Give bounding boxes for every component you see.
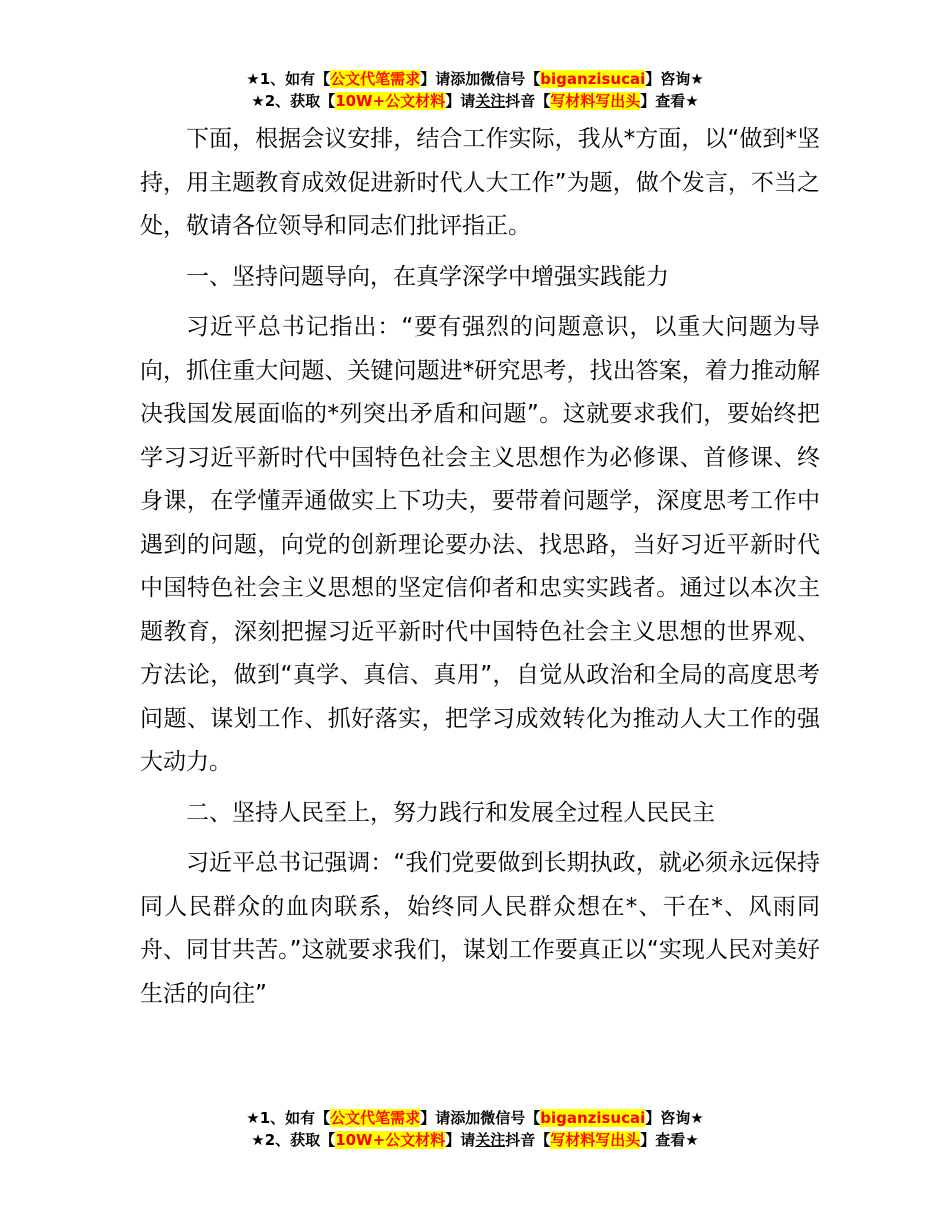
header-wechat-id-highlight: biganzisucai bbox=[540, 70, 646, 88]
document-body bbox=[140, 118, 820, 1023]
header-ghostwriting-highlight: 公文代笔需求 bbox=[330, 70, 421, 88]
header-line2-suffix: 】查看★ bbox=[640, 92, 699, 110]
footer-line2-middle: 】请 bbox=[445, 1131, 476, 1149]
footer-materials-highlight: 10W+公文材料 bbox=[335, 1131, 446, 1149]
header-line2-prefix: ★2、获取【 bbox=[251, 92, 336, 110]
header-line1-prefix: ★1、如有【 bbox=[246, 70, 331, 88]
footer-line2-prefix: ★2、获取【 bbox=[251, 1131, 336, 1149]
footer-banner-line-1 bbox=[0, 1107, 950, 1129]
footer-douyin-highlight: 写材料写出头 bbox=[550, 1131, 641, 1149]
header-douyin-highlight: 写材料写出头 bbox=[550, 92, 641, 110]
footer-banner-line-2 bbox=[0, 1129, 950, 1151]
section-heading-2: 二、坚持人民至上，努力践行和发展全过程人民民主 bbox=[186, 799, 715, 826]
section-1-paragraph: 习近平总书记指出：“要有强烈的问题意识，以重大问题为导向，抓住重大问题、关键问题进*研究思考，找出答案，着力推动解决我国发展面临的*列突出矛盾和问题”。这就要求我们，要始终把学习习近平新时代中国特色社会主义思想作为必修课、首修课、终身课，在学懂弄通做实上下功夫，要带着问题学，深度思考工作中遇到的问题，向党的创新理论要办法、找思路，当好习近平新时代中国特色社会主义思想的坚定信仰者和忠实实践者。通过以本次主题教育，深刻把握习近平新时代中国特色社会主义思想的世界观、方法论，做到“真学、真信、真用”，自觉从政治和全局的高度思考问题、谋划工作、抓好落实，把学习成效转化为推动人大工作的强大动力。 bbox=[140, 314, 820, 775]
header-banner-line-1 bbox=[0, 68, 950, 90]
section-2-paragraph: 习近平总书记强调：“我们党要做到长期执政，就必须永远保持同人民群众的血肉联系，始终同人民群众想在*、干在*、风雨同舟、同甘共苦。”这就要求我们，谋划工作要真正以“实现人民对美好生活的向往” bbox=[140, 850, 820, 1007]
header-line2-middle: 】请 bbox=[445, 92, 476, 110]
footer-line1-middle: 】请添加微信号【 bbox=[420, 1109, 541, 1127]
header-line1-middle: 】请添加微信号【 bbox=[420, 70, 541, 88]
header-follow-underlined: 关注 bbox=[475, 92, 506, 110]
header-line2-middle-2: 抖音【 bbox=[505, 92, 551, 110]
footer-line1-prefix: ★1、如有【 bbox=[246, 1109, 331, 1127]
header-banner bbox=[0, 68, 950, 112]
intro-paragraph: 下面，根据会议安排，结合工作实际，我从*方面，以“做到*坚持，用主题教育成效促进新时代人大工作”为题，做个发言，不当之处，敬请各位领导和同志们批评指正。 bbox=[140, 126, 820, 239]
footer-line2-middle-2: 抖音【 bbox=[505, 1131, 551, 1149]
header-line1-suffix: 】咨询★ bbox=[645, 70, 704, 88]
header-materials-highlight: 10W+公文材料 bbox=[335, 92, 446, 110]
footer-line2-suffix: 】查看★ bbox=[640, 1131, 699, 1149]
footer-line1-suffix: 】咨询★ bbox=[645, 1109, 704, 1127]
footer-ghostwriting-highlight: 公文代笔需求 bbox=[330, 1109, 421, 1127]
footer-banner bbox=[0, 1107, 950, 1151]
header-banner-line-2 bbox=[0, 90, 950, 112]
footer-follow-underlined: 关注 bbox=[475, 1131, 506, 1149]
footer-wechat-id-highlight: biganzisucai bbox=[540, 1109, 646, 1127]
section-heading-1: 一、坚持问题导向，在真学深学中增强实践能力 bbox=[186, 263, 669, 290]
